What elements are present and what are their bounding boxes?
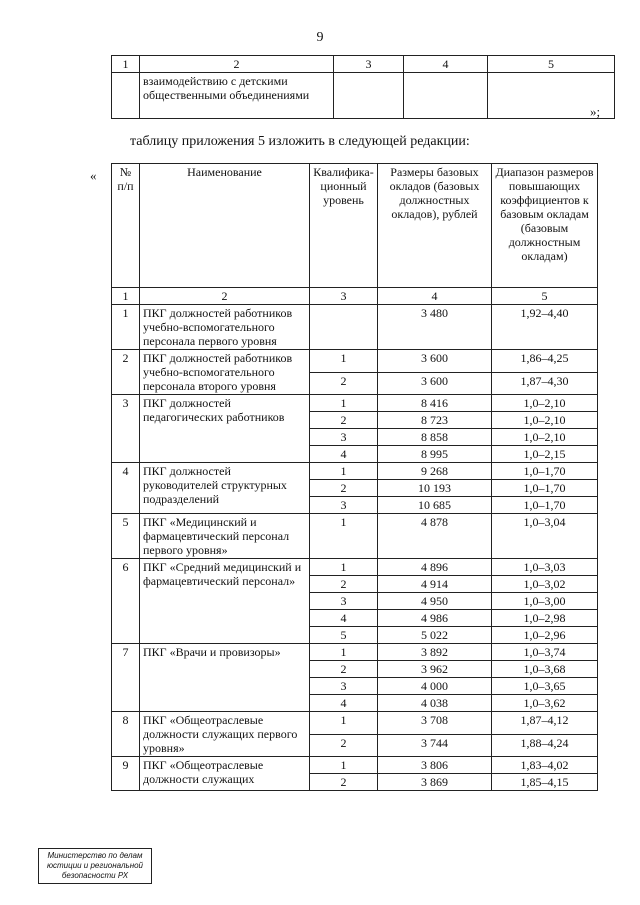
base-salary: 10 685: [378, 497, 492, 514]
base-salary: 3 600: [378, 350, 492, 373]
coefficient-range: 1,0–3,65: [492, 678, 598, 695]
base-salary: 4 878: [378, 514, 492, 559]
qualification-level: 3: [310, 593, 378, 610]
row-number: 4: [112, 463, 140, 514]
base-salary: 4 914: [378, 576, 492, 593]
header-salary: Размеры базовых окладов (базовых должностных окладов), рублей: [378, 164, 492, 288]
coefficient-range: 1,0–3,03: [492, 559, 598, 576]
coefficient-range: 1,92–4,40: [492, 305, 598, 350]
header-level: Квалифика-ционный уровень: [310, 164, 378, 288]
header-num: № п/п: [112, 164, 140, 288]
page-number: 9: [316, 30, 324, 45]
qualification-level: 1: [310, 514, 378, 559]
base-salary: 3 962: [378, 661, 492, 678]
base-salary: 3 869: [378, 774, 492, 791]
group-name: ПКГ должностей работников учебно-вспомогательного персонала второго уровня: [140, 350, 310, 395]
qualification-level: 4: [310, 446, 378, 463]
table-row: [112, 350, 598, 373]
base-salary: 4 038: [378, 695, 492, 712]
coefficient-range: 1,0–2,98: [492, 610, 598, 627]
col-header-3: 3: [334, 56, 404, 73]
base-salary: 9 268: [378, 463, 492, 480]
group-name: ПКГ «Общеотраслевые должности служащих первого уровня»: [140, 712, 310, 757]
base-salary: 3 600: [378, 372, 492, 395]
table-row: [112, 757, 598, 774]
qualification-level: 4: [310, 695, 378, 712]
qualification-level: 1: [310, 644, 378, 661]
row-number: 1: [112, 305, 140, 350]
qualification-level: 1: [310, 712, 378, 735]
base-salary: 8 858: [378, 429, 492, 446]
qualification-level: [310, 305, 378, 350]
base-salary: 3 480: [378, 305, 492, 350]
coefficient-range: 1,85–4,15: [492, 774, 598, 791]
coefficient-range: 1,87–4,12: [492, 712, 598, 735]
group-name: ПКГ «Общеотраслевые должности служащих: [140, 757, 310, 791]
instruction-text: таблицу приложения 5 изложить в следующей редакции:: [130, 134, 470, 149]
col-header-4: 4: [404, 56, 488, 73]
ministry-stamp: Министерство по делам юстиции и региональной безопасности РХ: [38, 848, 152, 884]
row-number: 3: [112, 395, 140, 463]
coefficient-range: 1,83–4,02: [492, 757, 598, 774]
base-salary: 8 416: [378, 395, 492, 412]
row-number: 8: [112, 712, 140, 757]
base-salary: 4 950: [378, 593, 492, 610]
base-salary: 4 896: [378, 559, 492, 576]
qualification-level: 5: [310, 627, 378, 644]
table-row: [112, 395, 598, 412]
qualification-level: 1: [310, 757, 378, 774]
coefficient-range: 1,88–4,24: [492, 734, 598, 757]
row-number: 7: [112, 644, 140, 712]
base-salary: 3 708: [378, 712, 492, 735]
group-name: ПКГ должностей работников учебно-вспомогательного персонала первого уровня: [140, 305, 310, 350]
row-number: 5: [112, 514, 140, 559]
row-number: 6: [112, 559, 140, 644]
group-name: ПКГ должностей педагогических работников: [140, 395, 310, 463]
qualification-level: 1: [310, 559, 378, 576]
coefficient-range: 1,87–4,30: [492, 372, 598, 395]
table-row: [112, 644, 598, 661]
base-salary: 8 723: [378, 412, 492, 429]
row-number: 2: [112, 350, 140, 395]
top-table-fragment: [111, 55, 615, 119]
header-name: Наименование: [140, 164, 310, 288]
top-row-text: взаимодействию с детскими общественными объединениями: [140, 73, 334, 119]
col-header-1: 1: [112, 56, 140, 73]
header-range: Диапазон размеров повышающих коэффициентов к базовым окладам (базовым должностным окладам): [492, 164, 598, 288]
column-number-1: 1: [112, 288, 140, 305]
qualification-level: 2: [310, 576, 378, 593]
group-name: ПКГ «Средний медицинский и фармацевтический персонал»: [140, 559, 310, 644]
coefficient-range: 1,0–2,10: [492, 395, 598, 412]
group-name: ПКГ «Врачи и провизоры»: [140, 644, 310, 712]
table-row: [112, 559, 598, 576]
qualification-level: 2: [310, 734, 378, 757]
base-salary: 3 744: [378, 734, 492, 757]
column-number-3: 3: [310, 288, 378, 305]
table-row: [112, 305, 598, 350]
col-header-5: 5: [488, 56, 615, 73]
base-salary: 8 995: [378, 446, 492, 463]
coefficient-range: 1,0–3,02: [492, 576, 598, 593]
column-number-5: 5: [492, 288, 598, 305]
qualification-level: 4: [310, 610, 378, 627]
qualification-level: 2: [310, 480, 378, 497]
qualification-level: 1: [310, 350, 378, 373]
coefficient-range: 1,86–4,25: [492, 350, 598, 373]
opening-quote: «: [90, 168, 97, 183]
qualification-level: 2: [310, 661, 378, 678]
coefficient-range: 1,0–1,70: [492, 463, 598, 480]
qualification-level: 2: [310, 412, 378, 429]
base-salary: 4 986: [378, 610, 492, 627]
column-number-4: 4: [378, 288, 492, 305]
coefficient-range: 1,0–2,15: [492, 446, 598, 463]
coefficient-range: 1,0–3,68: [492, 661, 598, 678]
coefficient-range: 1,0–3,74: [492, 644, 598, 661]
coefficient-range: 1,0–1,70: [492, 497, 598, 514]
qualification-level: 3: [310, 497, 378, 514]
base-salary: 10 193: [378, 480, 492, 497]
table-row: [112, 712, 598, 735]
qualification-level: 3: [310, 429, 378, 446]
base-salary: 3 892: [378, 644, 492, 661]
closing-quote: »;: [590, 104, 601, 119]
coefficient-range: 1,0–3,00: [492, 593, 598, 610]
col-header-2: 2: [140, 56, 334, 73]
coefficient-range: 1,0–2,96: [492, 627, 598, 644]
qualification-level: 2: [310, 372, 378, 395]
qualification-level: 2: [310, 774, 378, 791]
group-name: ПКГ «Медицинский и фармацевтический персонал первого уровня»: [140, 514, 310, 559]
base-salary: 5 022: [378, 627, 492, 644]
table-row: [112, 463, 598, 480]
coefficient-range: 1,0–3,04: [492, 514, 598, 559]
coefficient-range: 1,0–3,62: [492, 695, 598, 712]
coefficient-range: 1,0–2,10: [492, 412, 598, 429]
base-salary: 4 000: [378, 678, 492, 695]
row-number: 9: [112, 757, 140, 791]
group-name: ПКГ должностей руководителей структурных подразделений: [140, 463, 310, 514]
qualification-level: 1: [310, 395, 378, 412]
column-number-2: 2: [140, 288, 310, 305]
coefficient-range: 1,0–2,10: [492, 429, 598, 446]
qualification-level: 1: [310, 463, 378, 480]
qualification-level: 3: [310, 678, 378, 695]
base-salary: 3 806: [378, 757, 492, 774]
coefficient-range: 1,0–1,70: [492, 480, 598, 497]
main-table: [111, 163, 598, 791]
table-row: [112, 514, 598, 559]
